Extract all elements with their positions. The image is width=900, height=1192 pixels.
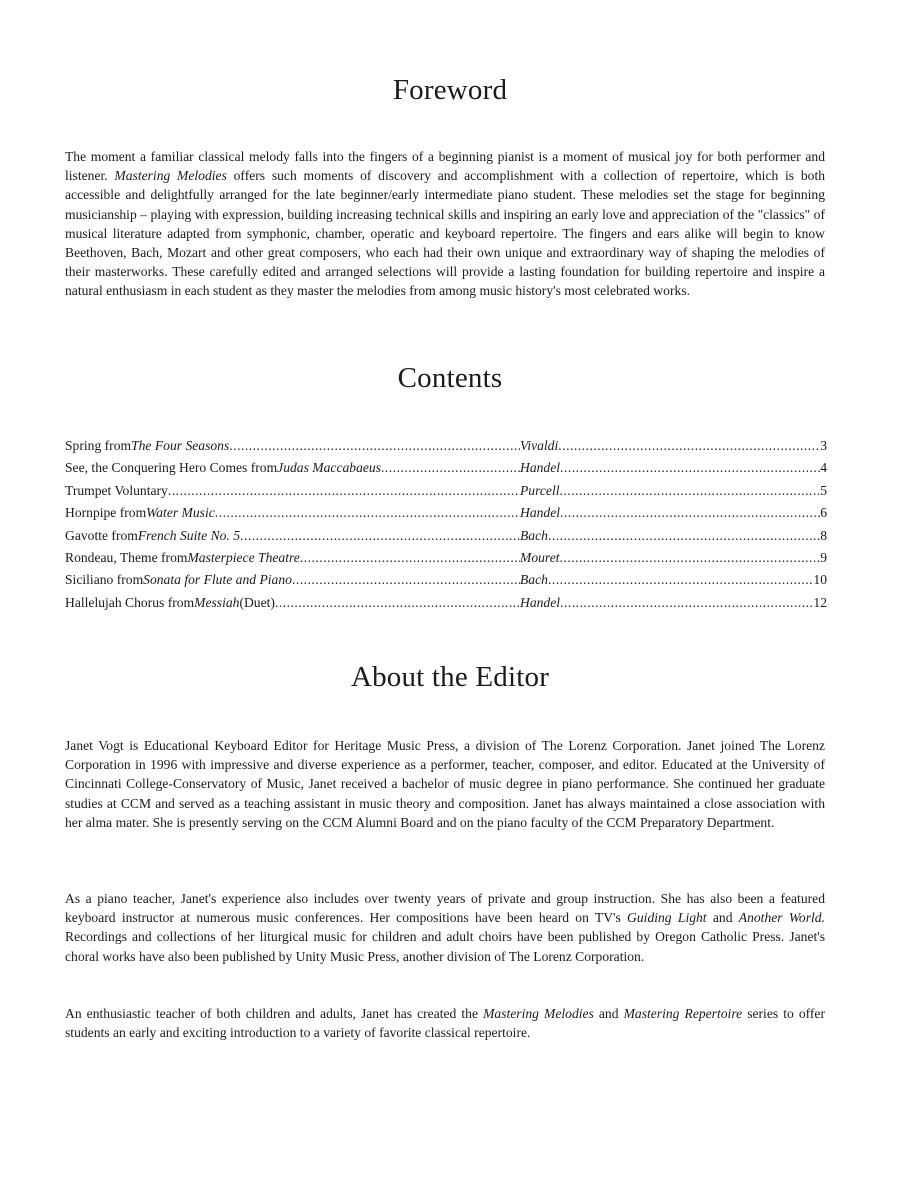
toc-composer: Handel	[520, 505, 561, 521]
toc-page-number: 12	[813, 594, 827, 610]
toc-title: See, the Conquering Hero Comes from	[65, 460, 278, 476]
toc-title: Hallelujah Chorus from	[65, 594, 195, 610]
toc-entry	[65, 438, 827, 460]
toc-entry	[65, 528, 827, 550]
foreword-heading: Foreword	[392, 74, 508, 106]
toc-entry	[65, 483, 827, 505]
toc-title-italic: Sonata for Flute and Piano	[143, 572, 292, 588]
toc-title: Siciliano from	[65, 572, 144, 588]
about-paragraph-1: Janet Vogt is Educational Keyboard Editor for Heritage Music Press, a division of The Lorenz Corporation. Janet joined The Lorenz Corporation in 1996 with impressive and diverse experience as a performer, teacher, composer, and editor. Educated at the University of Cincinnati College-Conservatory of Music, Janet received a bachelor of music degree in piano performance. She continued her graduate studies at CCM and served as a teaching assistant in music theory and composition. Janet has always maintained a close association with her alma mater. She is presently serving on the CCM Alumni Board and on the piano faculty of the CCM Preparatory Department.	[65, 738, 825, 830]
toc-page-number: 4	[820, 460, 827, 476]
toc-composer: Handel	[520, 460, 561, 476]
toc-composer: Bach	[520, 527, 548, 543]
toc-title-italic: Masterpiece Theatre	[187, 549, 300, 565]
toc-page-number: 5	[820, 482, 827, 498]
series-title: Mastering Melodies	[483, 1006, 594, 1021]
toc-title-italic: Water Music	[146, 505, 215, 521]
toc-title-italic: The Four Seasons	[131, 438, 230, 453]
toc-composer: Purcell	[520, 482, 560, 498]
tv-show-title: Another World.	[738, 910, 825, 926]
toc-composer: Vivaldi	[520, 438, 559, 453]
toc-entry	[65, 460, 827, 482]
toc-page-number: 9	[820, 549, 827, 565]
contents-list	[65, 438, 827, 617]
about-paragraph-3: An enthusiastic teacher of both children and adults, Janet has created the Mastering Melodies and Mastering Repertoire series to offer students an early and exciting introduction to a variety of favorite classical repertoire.	[65, 1006, 825, 1041]
about-paragraph-2: As a piano teacher, Janet's experience also includes over twenty years of private and group instruction. She has also been a featured keyboard instructor at numerous music conferences. Her compositions have been heard on TV's Guiding Light and Another World. Recordings and collections of her liturgical music for children and adult choirs have been published by Oregon Catholic Press. Janet's choral works have also been published by Unity Music Press, another division of The Lorenz Corporation.	[65, 891, 825, 964]
toc-title: Trumpet Voluntary	[65, 482, 168, 498]
toc-entry: Hallelujah Chorus from Messiah (Duet) ..... Handel ..... 12	[65, 595, 827, 617]
toc-title: Spring from	[65, 438, 132, 453]
foreword-paragraph	[65, 147, 825, 301]
foreword-italic-title: Mastering Melodies	[114, 168, 227, 184]
toc-composer: Mouret	[520, 549, 560, 565]
toc-title: Rondeau, Theme from	[65, 549, 188, 565]
toc-composer: Handel	[520, 594, 561, 610]
foreword-text-part: The moment a familiar classical melody falls into the fingers of a beginning pianist is a moment of musical joy for both performer and listener.	[65, 149, 825, 184]
contents-heading: Contents	[397, 362, 503, 394]
toc-page-number: 10	[813, 572, 827, 588]
toc-composer: Bach	[520, 572, 548, 588]
toc-entry	[65, 572, 827, 594]
toc-page-number: 8	[820, 527, 827, 543]
toc-entry	[65, 505, 827, 527]
toc-title-italic: French Suite No. 5	[137, 527, 241, 543]
toc-title-italic: Messiah	[194, 594, 240, 610]
toc-title-italic: Judas Maccabaeus	[277, 460, 381, 476]
toc-page-number: 3	[820, 438, 827, 453]
toc-page-number: 6	[820, 505, 827, 521]
toc-title: Hornpipe from	[65, 505, 147, 521]
toc-title: Gavotte from	[65, 527, 138, 543]
foreword-text-rest: offers such moments of discovery and accomplishment with a collection of repertoire, which is both accessible and delightfully arranged for the late beginner/early intermediate piano student. These melodies set the stage for beginning musicianship – playing with expression, building increasing technical skills and inspiring an early love and appreciation of the "classics" of musical literature adapted from symphonic, chamber, operatic and keyboard repertoire. The fingers and ears alike will begin to know Beethoven, Bach, Mozart and other great composers, who each had their own unique and extraordinary way of shaping the melodies of their masterworks. These carefully edited and arranged selections will provide a lasting foundation for building repertoire and inspire a natural enthusiasm in each student as they master the melodies from among music history's most celebrated works.	[65, 168, 826, 299]
toc-entry	[65, 550, 827, 572]
series-title: Mastering Repertoire	[623, 1006, 743, 1021]
about-editor-heading: About the Editor	[350, 661, 550, 693]
tv-show-title: Guiding Light	[627, 910, 707, 926]
